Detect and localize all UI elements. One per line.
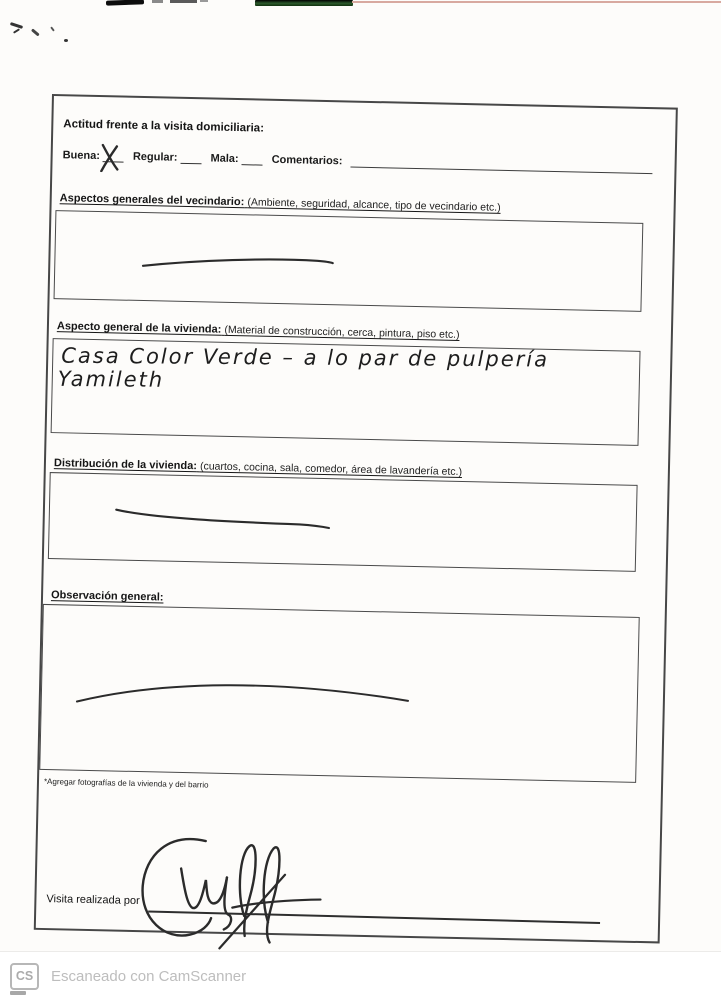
section-vecindario-label: Aspectos generales del vecindario: (Ambiente, seguridad, alcance, tipo de vecindario etc.)	[59, 192, 501, 214]
scan-artifact-dash	[200, 0, 208, 2]
camscanner-watermark-text: Escaneado con CamScanner	[51, 967, 247, 985]
scan-artifact-dark-blob	[106, 0, 144, 6]
camscanner-logo-icon: CS	[10, 963, 39, 990]
section-distribucion-label: Distribución de la vivienda: (cuartos, cocina, sala, comedor, área de lavandería etc.)	[53, 457, 463, 479]
distribucion-answer-box	[48, 472, 638, 572]
handwritten-x-mark	[98, 142, 121, 172]
comments-blank-line	[350, 157, 652, 175]
visit-by-label: Visita realizada por	[46, 893, 140, 908]
mala-blank	[242, 154, 263, 165]
mala-label: Mala:	[210, 152, 239, 166]
handwritten-dash-stroke	[55, 211, 643, 311]
handwritten-signature	[131, 832, 326, 954]
vivienda-answer-box	[51, 338, 641, 446]
photos-footnote: *Agregar fotografías de la vivienda y del barrio	[43, 776, 209, 790]
camscanner-footer	[0, 951, 721, 1000]
regular-label: Regular:	[132, 150, 178, 164]
buena-label: Buena:	[62, 149, 101, 163]
handwriting-line1: Casa Color Verde – a lo par de pulpería	[61, 343, 550, 372]
comments-label: Comentarios:	[271, 153, 343, 168]
section-vivienda-label: Aspecto general de la vivienda: (Material de construcción, cerca, pintura, piso etc.)	[56, 320, 460, 341]
attitude-options-row	[63, 149, 653, 174]
scan-artifact-dash	[170, 0, 197, 3]
section-vivienda-hint: (Material de construcción, cerca, pintura, piso etc.)	[224, 323, 460, 341]
attitude-heading: Actitud frente a la visita domiciliaria:	[63, 118, 265, 135]
regular-blank	[180, 153, 201, 164]
handwriting-line2: Yamileth	[57, 366, 165, 392]
pen-scribble	[31, 28, 40, 36]
section-vecindario-hint: (Ambiente, seguridad, alcance, tipo de vecindario etc.)	[247, 196, 501, 214]
handwritten-dash-stroke	[49, 473, 637, 571]
section-observacion-label: Observación general:	[50, 589, 164, 604]
scan-artifact-dash	[152, 0, 163, 3]
section-distribucion-hint: (cuartos, cocina, sala, comedor, área de lavandería etc.)	[199, 460, 463, 479]
scan-artifact-green-bar	[255, 0, 353, 6]
pen-scribble	[50, 26, 55, 31]
form-sheet	[34, 94, 678, 943]
handwritten-arc-stroke	[40, 605, 638, 782]
scan-artifact-pink-line	[352, 1, 721, 3]
observacion-answer-box	[39, 604, 639, 783]
pen-scribble	[13, 28, 20, 33]
pen-scribble	[64, 39, 68, 42]
pen-scribble	[10, 22, 23, 29]
vecindario-answer-box	[54, 210, 644, 312]
